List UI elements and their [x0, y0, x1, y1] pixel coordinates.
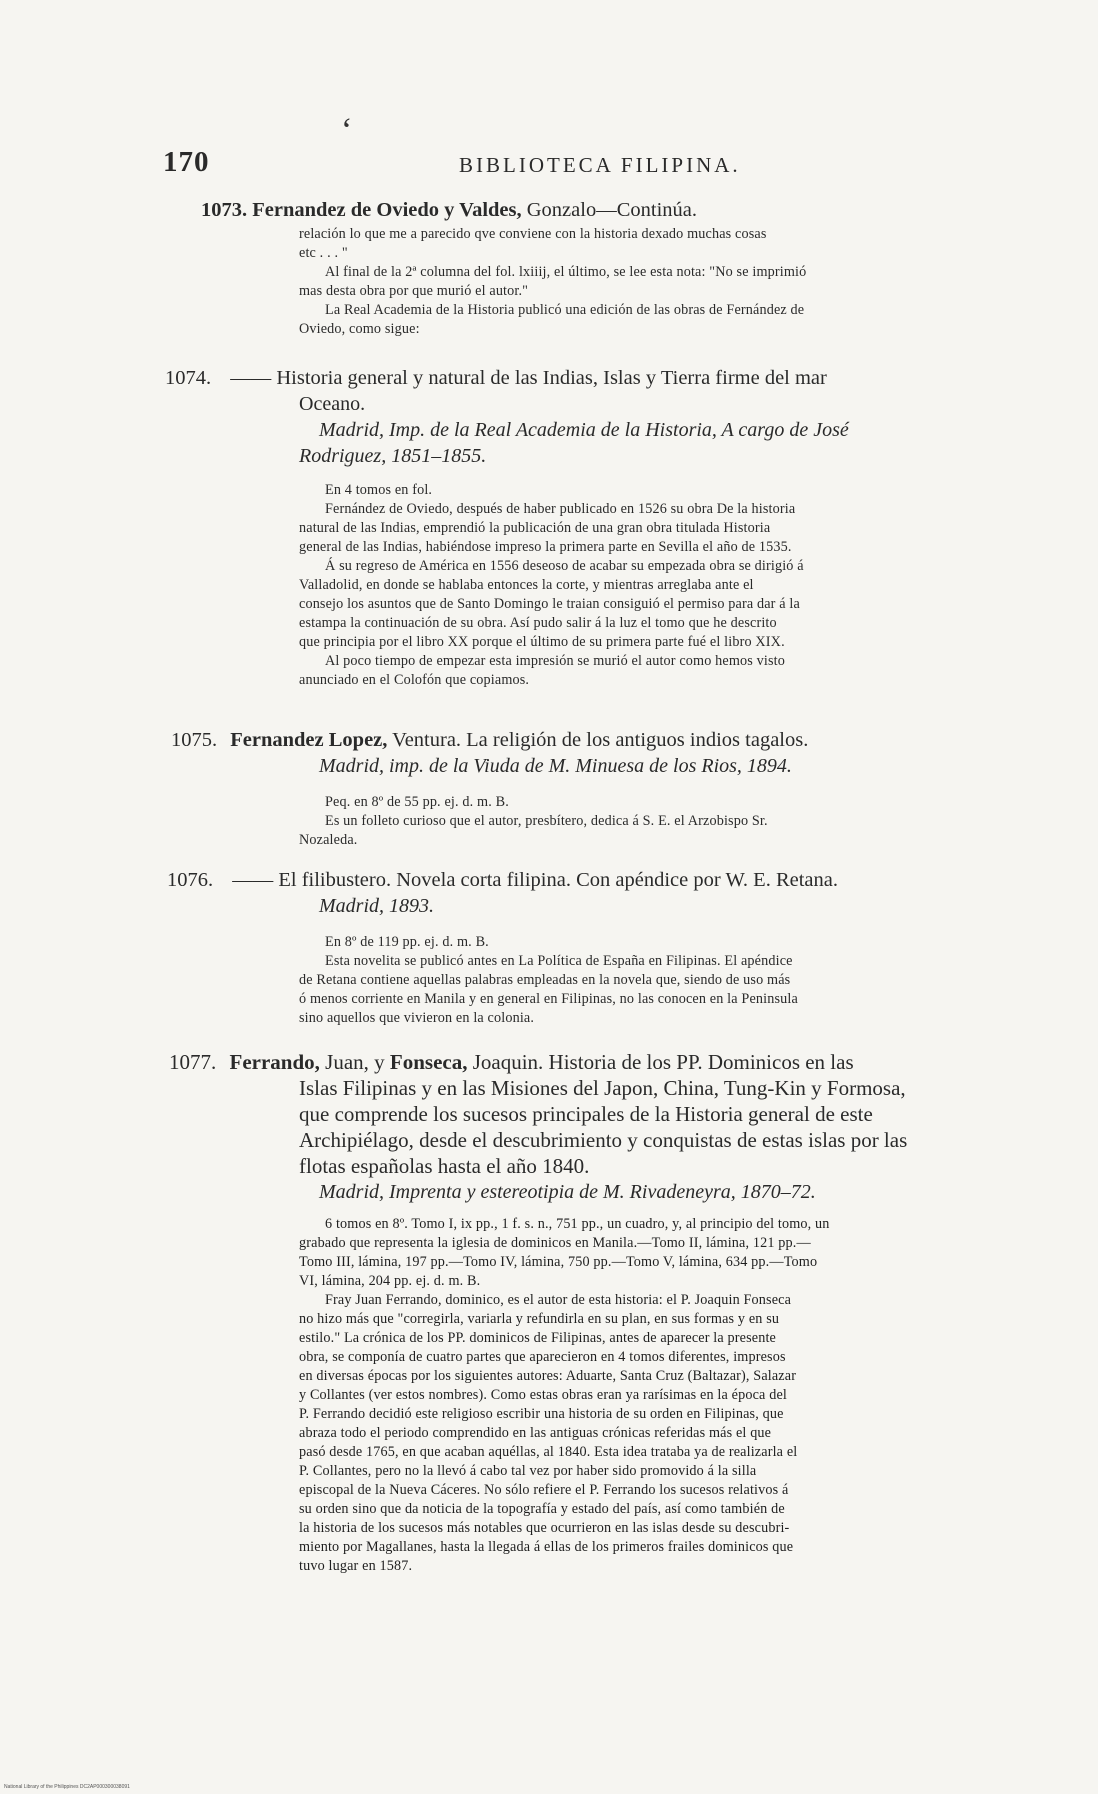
entry-title-cont: Oceano.	[299, 393, 366, 415]
entry-heading	[163, 1049, 1025, 1075]
entry-title-cont: Islas Filipinas y en las Misiones del Japon, China, Tung-Kin y Formosa,	[299, 1076, 906, 1100]
note-line: estampa la continuación de su obra. Así pudo salir á la luz el tomo que he descrito	[299, 615, 777, 631]
entry-title: —— Historia general y natural de las Indias, Islas y Tierra firme del mar	[230, 367, 827, 389]
note-line: Á su regreso de América en 1556 deseoso de acabar su empezada obra se dirigió á	[325, 558, 804, 574]
note-line: Tomo III, lámina, 197 pp.—Tomo IV, lámina, 750 pp.—Tomo V, lámina, 634 pp.—Tomo	[299, 1254, 818, 1270]
entry-title-cont: que comprende los sucesos principales de la Historia general de este	[299, 1102, 873, 1126]
note-line: relación lo que me a parecido qve conviene con la historia dexado muchas cosas	[299, 226, 767, 242]
note-line: consejo los asuntos que de Santo Domingo le traian consiguió el permiso para dar á la	[299, 596, 800, 612]
imprint: Madrid, 1893.	[319, 895, 434, 917]
entry-number: 1074.	[165, 367, 212, 389]
note-line: pasó desde 1765, en que acaban aquéllas, al 1840. Esta idea trataba ya de realizarla el	[299, 1444, 798, 1460]
entry-1075	[163, 728, 1025, 850]
imprint: Madrid, Imp. de la Real Academia de la Historia, A cargo de José	[319, 419, 849, 441]
entry-number: 1076.	[167, 869, 214, 891]
note-line: miento por Magallanes, hasta la llegada á ellas de los primeros frailes dominicos que	[299, 1539, 794, 1555]
ink-mark: ‘	[341, 112, 353, 149]
note-line: Fernández de Oviedo, después de haber publicado en 1526 su obra De la historia	[325, 501, 796, 517]
note-line: ó menos corriente en Manila y en general en Filipinas, no las conocen en la Peninsula	[299, 991, 798, 1007]
entry-number: 1073.	[201, 199, 248, 221]
note-line: etc . . . "	[299, 245, 348, 261]
note-line: Esta novelita se publicó antes en La Política de España en Filipinas. El apéndice	[325, 953, 793, 969]
entry-number: 1075.	[171, 729, 218, 751]
author-name: Fernandez Lopez,	[230, 729, 388, 751]
note-line: Es un folleto curioso que el autor, presbítero, dedica á S. E. el Arzobispo Sr.	[325, 813, 768, 829]
entry-1077	[163, 1049, 1025, 1576]
entry-1076	[163, 868, 1025, 1028]
imprint-cont: Rodriguez, 1851–1855.	[299, 445, 487, 467]
page-number: 170	[163, 146, 210, 178]
note-line: de Retana contiene aquellas palabras empleadas en la novela que, siendo de uso más	[299, 972, 791, 988]
note-line: Peq. en 8º de 55 pp. ej. d. m. B.	[325, 794, 509, 810]
note-line: grabado que representa la iglesia de dominicos en Manila.—Tomo II, lámina, 121 pp.—	[299, 1235, 811, 1251]
note-line: Oviedo, como sigue:	[299, 321, 420, 337]
entry-heading	[163, 868, 1025, 893]
note-line: natural de las Indias, emprendió la publicación de una gran obra titulada Historia	[299, 520, 771, 536]
imprint: Madrid, imp. de la Viuda de M. Minuesa de los Rios, 1894.	[319, 755, 792, 777]
imprint: Madrid, Imprenta y estereotipia de M. Rivadeneyra, 1870–72.	[319, 1181, 816, 1203]
note-line: su orden sino que da noticia de la topografía y estado del país, así como también de	[299, 1501, 785, 1517]
entry-heading-rest: Gonzalo—Continúa.	[521, 199, 697, 221]
entry-title-cont: Archipiélago, desde el descubrimiento y conquistas de estas islas por las	[299, 1128, 908, 1152]
entry-title-cont: flotas españolas hasta el año 1840.	[299, 1154, 590, 1178]
entry-1073	[163, 198, 1025, 339]
entry-heading	[201, 198, 1025, 223]
entry-heading-rest: Ventura. La religión de los antiguos indios tagalos.	[387, 729, 809, 751]
note-line: mas desta obra por que murió el autor."	[299, 283, 529, 299]
note-line: 6 tomos en 8º. Tomo I, ix pp., 1 f. s. n., 751 pp., un cuadro, y, al principio del tomo, un	[325, 1216, 830, 1232]
note-line: sino aquellos que vivieron en la colonia.	[299, 1010, 535, 1026]
scan-colophon: National Library of the Philippines DC2AP000300038091	[4, 1784, 130, 1790]
note-line: P. Collantes, pero no la llevó á cabo tal vez por haber sido promovido á la silla	[299, 1463, 757, 1479]
note-line: La Real Academia de la Historia publicó una edición de las obras de Fernández de	[325, 302, 805, 318]
note-line: Al poco tiempo de empezar esta impresión se murió el autor como hemos visto	[325, 653, 786, 669]
entry-heading-mid: Juan, y	[319, 1050, 390, 1074]
entry-heading	[163, 728, 1025, 753]
note-line: la historia de los sucesos más notables que ocurrieron en las islas desde su descubri-	[299, 1520, 790, 1536]
note-line: abraza todo el periodo comprendido en las antiguas crónicas referidas más el que	[299, 1425, 772, 1441]
note-line: Valladolid, en donde se hablaba entonces la corte, y mientras arreglaba ante el	[299, 577, 754, 593]
note-line: obra, se componía de cuatro partes que aparecieron en 4 tomos diferentes, impresos	[299, 1349, 786, 1365]
note-line: P. Ferrando decidió este religioso escribir una historia de su orden en Filipinas, que	[299, 1406, 784, 1422]
note-line: anunciado en el Colofón que copiamos.	[299, 672, 530, 688]
page-header	[163, 146, 1023, 186]
note-line: VI, lámina, 204 pp. ej. d. m. B.	[299, 1273, 481, 1289]
entry-title: —— El filibustero. Novela corta filipina. Con apéndice por W. E. Retana.	[232, 869, 838, 891]
entry-1074	[163, 366, 1025, 690]
entry-heading	[163, 366, 1025, 391]
note-line: no hizo más que "corregirla, variarla y refundirla en su plan, en sus formas y en su	[299, 1311, 780, 1327]
author-name: Fernandez de Oviedo y Valdes,	[252, 199, 522, 221]
note-line: Al final de la 2ª columna del fol. lxiiij, el último, se lee esta nota: "No se imprimió	[325, 264, 807, 280]
note-line: general de las Indias, habiéndose impreso la primera parte en Sevilla el año de 1535.	[299, 539, 792, 555]
author-name: Ferrando,	[229, 1050, 320, 1074]
note-line: Nozaleda.	[299, 832, 358, 848]
note-line: En 8º de 119 pp. ej. d. m. B.	[325, 934, 489, 950]
note-line: episcopal de la Nueva Cáceres. No sólo refiere el P. Ferrando los sucesos relativos á	[299, 1482, 789, 1498]
note-line: Fray Juan Ferrando, dominico, es el autor de esta historia: el P. Joaquin Fonseca	[325, 1292, 792, 1308]
note-line: que principia por el libro XX porque el último de su primera parte fué el libro XIX.	[299, 634, 785, 650]
note-line: estilo." La crónica de los PP. dominicos de Filipinas, antes de aparecer la presente	[299, 1330, 776, 1346]
entry-number: 1077.	[169, 1050, 217, 1074]
author-name-2: Fonseca,	[389, 1050, 468, 1074]
note-line: En 4 tomos en fol.	[325, 482, 433, 498]
running-head: BIBLIOTECA FILIPINA.	[459, 153, 741, 177]
note-line: en diversas épocas por los siguientes autores: Aduarte, Santa Cruz (Baltazar), Salazar	[299, 1368, 797, 1384]
entry-heading-rest: Joaquin. Historia de los PP. Dominicos en las	[467, 1050, 854, 1074]
note-line: y Collantes (ver estos nombres). Como estas obras eran ya rarísimas en la época del	[299, 1387, 787, 1403]
note-line: tuvo lugar en 1587.	[299, 1558, 413, 1574]
